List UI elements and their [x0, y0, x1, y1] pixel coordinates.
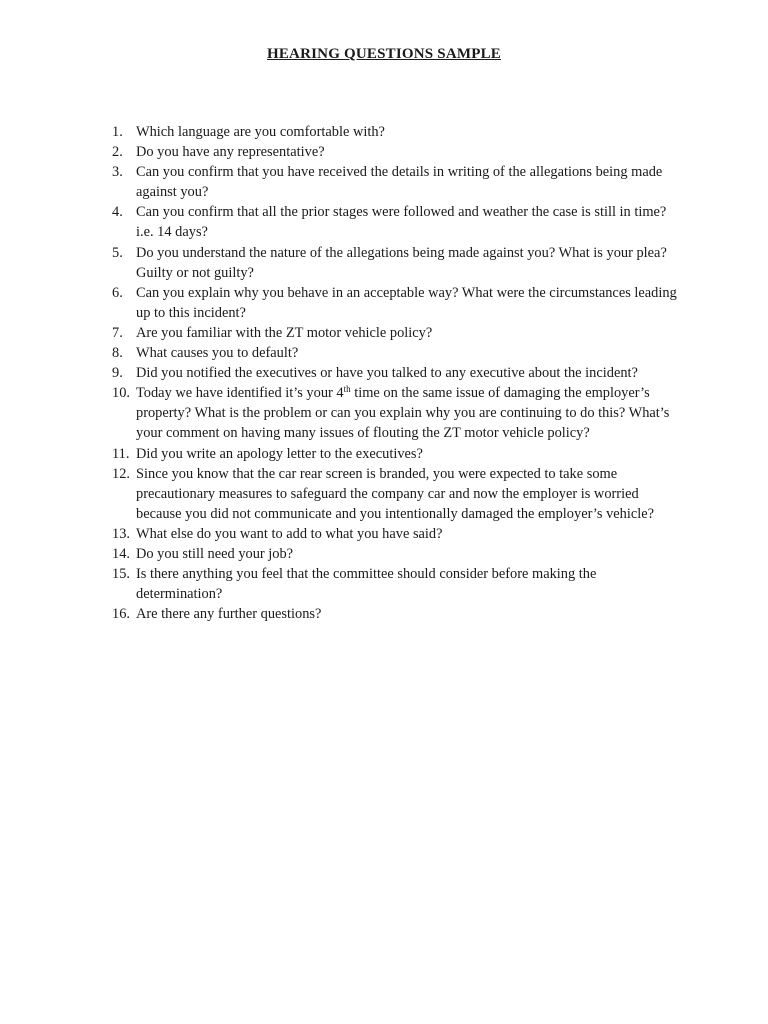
question-text: Which language are you comfortable with?	[136, 124, 385, 140]
list-item	[112, 343, 682, 363]
question-number: 9.	[112, 365, 123, 382]
list-item	[112, 202, 682, 242]
question-number: 4.	[112, 204, 123, 221]
question-text: Is there anything you feel that the committee should consider before making the determination?	[136, 566, 597, 603]
question-number: 13.	[112, 525, 130, 542]
question-text: Did you notified the executives or have you talked to any executive about the incident?	[136, 365, 638, 382]
list-item	[112, 564, 682, 604]
list-item	[112, 464, 682, 524]
question-text: Are there any further questions?	[136, 606, 322, 623]
question-text: Do you understand the nature of the allegations being made against you? What is your plea? Guilty or not guilty?	[136, 244, 667, 281]
list-item	[112, 283, 682, 323]
question-number: 14.	[112, 545, 130, 562]
document-title: HEARING QUESTIONS SAMPLE	[266, 46, 501, 62]
question-text: Since you know that the car rear screen is branded, you were expected to take some precautionary measures to safeguard the company car and now the employer is worried because you did not communicate and you intentionally damaged the employer’s vehicle?	[136, 465, 655, 522]
question-text: Do you have any representative?	[136, 144, 325, 161]
list-item	[112, 604, 682, 624]
question-number: 15.	[112, 566, 130, 583]
question-text-after: time on the same issue of damaging the employer’s property? What is the problem or can you explain why you are continuing to do this? What’s your comment on having many issues of flouting the ZT motor vehicle policy?	[136, 385, 670, 442]
list-item	[112, 323, 682, 343]
question-number: 5.	[112, 244, 123, 261]
list-item	[112, 142, 682, 162]
list-item	[112, 544, 682, 564]
list-item	[112, 524, 682, 544]
question-text: Are you familiar with the ZT motor vehicle policy?	[136, 324, 433, 341]
question-number: 3.	[112, 164, 123, 181]
list-item	[112, 162, 682, 202]
list-item	[112, 363, 682, 383]
question-number: 10.	[112, 385, 130, 402]
question-number: 6.	[112, 284, 123, 301]
question-number: 8.	[112, 345, 123, 362]
question-number: 7.	[112, 324, 123, 341]
question-text-before: Today we have identified it’s your 4	[136, 385, 344, 402]
question-text: What else do you want to add to what you have said?	[136, 525, 443, 542]
list-item	[112, 444, 682, 464]
question-text: Can you confirm that you have received the details in writing of the allegations being made against you?	[136, 164, 663, 201]
question-number: 2.	[112, 144, 123, 161]
list-item	[112, 243, 682, 283]
question-number: 12.	[112, 465, 130, 482]
question-text: What causes you to default?	[136, 345, 299, 362]
question-list	[112, 122, 682, 624]
question-text: Did you write an apology letter to the executives?	[136, 445, 423, 462]
ordinal-superscript: th	[343, 384, 351, 395]
list-item	[112, 383, 682, 443]
question-number: 16.	[112, 606, 130, 623]
question-number: 1.	[112, 124, 123, 140]
question-number: 11.	[112, 445, 130, 462]
list-item	[112, 122, 682, 142]
question-text: Can you confirm that all the prior stages were followed and weather the case is still in time? i.e. 14 days?	[136, 204, 667, 241]
question-text: Can you explain why you behave in an acceptable way? What were the circumstances leading up to this incident?	[136, 284, 677, 321]
question-text: Do you still need your job?	[136, 545, 294, 562]
